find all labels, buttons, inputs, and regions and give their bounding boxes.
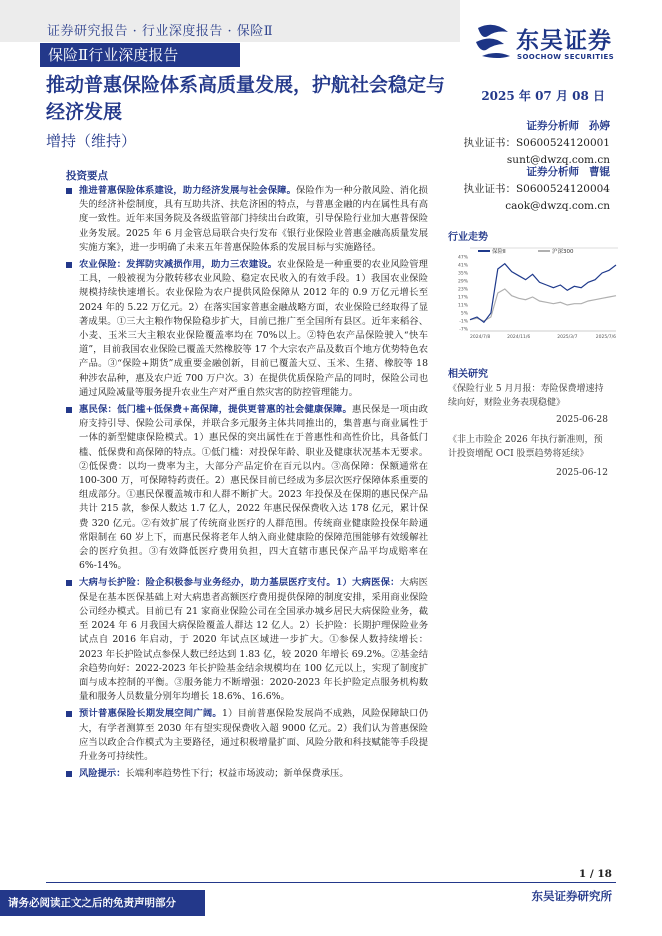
y-tick-label: 29% [457,279,468,285]
analyst-email[interactable]: sunt@dwzq.com.cn [506,154,610,166]
breadcrumb: 证券研究报告 · 行业深度报告 · 保险Ⅱ [47,24,274,39]
analyst-role: 证券分析师 [526,166,579,178]
y-tick-label: -1% [459,319,468,325]
report-date: 2025 年 07 月 08 日 [481,89,605,103]
highlight-paragraph [66,767,428,781]
rating: 增持（维持） [46,132,137,150]
y-tick-label: 47% [457,255,468,261]
y-tick-label: -7% [459,327,468,333]
company-logo [474,22,624,66]
paragraph-text: 农业保险是一种重要的农业风险管理工具，一般被视为分散转移农业风险、稳定农民收入的有效手段。1）我国农业保险规模持续快速增长。农业保险为农户提供风险保障从 2012 年的 0.9 万亿元增长至 2024 年的 5.22 万亿元。2）在落实国家普惠金融战略方面，农业保险已经取得了显著成果。①三大主粮作物保险稳步扩大，目前已推广至全国所有县区。近年来稻谷、小麦、玉米三大主粮农业保险覆盖率均在 70%以上。②特色农产品保险驶入“快车道”，目前我国农业保险已覆盖天然橡胶等 17 个大宗农产品及数百个地方优势特色农产品。③“保险+期货”成重要金融创新，目前已覆盖大豆、玉米、生猪、橡胶等 18 种涉农品种，惠及农户近 700 万户次。3）在提供优质保险产品的同时，保险公司也通过风险减量等服务提升农业生产对严重自然灾害的防控管理能力。 [79,259,428,398]
related-item-date: 2025-06-12 [556,468,608,478]
logo-text-en: SOOCHOW SECURITIES [517,53,615,61]
institute-name: 东吴证券研究所 [531,889,612,903]
related-item-title[interactable]: 《非上市险企 2026 年执行新准则，预计投资增配 OCI 股票趋势将延续》 [448,435,603,459]
soochow-logo-icon [474,22,512,62]
x-tick-label: 2024/7/8 [470,335,491,340]
footer-divider [46,882,616,883]
y-tick-label: 11% [457,303,468,309]
logo-text-cn: 东吴证券 [516,28,612,54]
paragraph-lead: 预计普惠保险长期发展空间广阔。 [79,708,222,720]
highlight-paragraph [66,576,428,704]
paragraph-lead: 风险提示： [79,768,126,780]
analyst-cert: 执业证书：S0600524120001 [463,137,610,149]
analyst-cert: 执业证书：S0600524120004 [463,183,610,195]
bullet-icon [66,771,72,777]
y-tick-label: 17% [457,295,468,301]
y-tick-label: 41% [457,263,468,269]
analyst-name: 曹锟 [589,166,610,178]
paragraph-text: 长端利率趋势性下行；权益市场波动；新单保费承压。 [125,768,349,780]
analyst-1 [450,118,610,169]
investment-highlights [66,184,428,784]
x-tick-label: 2025/7/6 [595,335,616,340]
legend-label-0: 保险Ⅱ [492,249,506,255]
paragraph-lead: 大病与长护险：险企积极参与业务经办，助力基层医疗支付。1）大病医保： [79,577,400,589]
y-tick-label: 23% [457,287,468,293]
page-number: 1 / 18 [578,868,612,880]
paragraph-text: 保险作为一种分散风险、消化损失的经济补偿制度，具有互助共济、扶危济困的特点，与普惠金融的内在属性具有高度一致性。近年来国务院及各级监管部门持续出台政策，引导保险行业加大惠普保险业务发展。2025 年 6 月金管总局联合央行发布《银行业保险业普惠金融高质量发展实施方案》，进一步明确了未来五年普惠保险体系的发展目标与实施路径。 [79,185,428,253]
legend-label-1: 沪深300 [552,249,574,255]
highlight-paragraph [66,707,428,764]
trend-label: 行业走势 [448,232,488,243]
highlight-paragraph [66,184,428,255]
analyst-role: 证券分析师 [526,120,579,132]
x-tick-label: 2024/11/6 [507,335,531,340]
analyst-name: 孙婷 [589,120,610,132]
report-type-tag: 保险Ⅱ行业深度报告 [40,43,240,67]
paragraph-lead: 农业保险：发挥防灾减损作用，助力三农建设。 [79,259,278,271]
analyst-2 [450,164,610,215]
related-item-title[interactable]: 《保险行业 5 月月报：寿险保费增速持续向好，财险业务表现稳健》 [448,384,604,408]
report-title: 推动普惠保险体系高质量发展，护航社会稳定与经济发展 [46,74,446,123]
bullet-icon [66,188,72,194]
bullet-icon [66,711,72,717]
industry-trend-chart [448,243,618,343]
paragraph-lead: 惠民保：低门槛+低保费+高保障，提供更普惠的社会健康保障。 [79,404,353,416]
paragraph-text: 惠民保是一项由政府支持引导、保险公司承保，并联合多元服务主体共同推出的，集普惠与商业属性于一体的新型健康保险模式。1）惠民保的突出属性在于普惠性和高性价比，具备低门槛、低保费和高保障的特点。①低门槛：对投保年龄、职业及健康状况基本无要求。②低保费：以均一费率为主，大部分产品定价在百元以内。③高保障：保额通常在 100-300 万，可保障特药责任。2）惠民保目前已经成为多层次医疗保障体系重要的组成部分。①惠民保覆盖城市和人群不断扩大。2023 年投保及在保期的惠民保产品共计 215 款，参保人数达 1.7 亿人，2022 年惠民保保费收入达 178 亿元，累计保费 320 亿元。②有效扩展了传统商业医疗的人群范围。传统商业健康险投保年龄通常限制在 60 岁上下，而惠民保将老年人纳入商业健康险的保障范围能够有效缓解社会的医疗负担。③有效降低医疗费用负担，四大直辖市惠民保产品平均成赔率在 6%-14%。 [79,404,428,572]
bullet-icon [66,262,72,268]
disclaimer-band [0,890,205,916]
paragraph-text: 1）目前普惠保险发展尚不成熟，风险保障缺口仍大，有学者测算至 2030 年有望实现保费收入超 9000 亿元。2）我们认为普惠保险应当以政企合作模式为主要路径，通过积极增量扩面、风险分散和科技赋能等手段提升业务可持续性。 [79,708,428,762]
bullet-icon [66,407,72,413]
analyst-email[interactable]: caok@dwzq.com.cn [505,200,610,212]
highlight-paragraph [66,258,428,400]
bullet-icon [66,580,72,586]
x-tick-label: 2025/3/7 [557,335,578,340]
disclaimer-text: 请务必阅读正文之后的免责声明部分 [8,897,176,909]
section-heading: 投资要点 [66,170,108,182]
related-item-date: 2025-06-28 [556,415,608,425]
y-tick-label: 5% [460,311,468,317]
paragraph-text: 大病医保是在基本医保基础上对大病患者高额医疗费用提供保障的制度安排，采用商业保险公司经办模式。目前已有 21 家商业保险公司在全国承办城乡居民大病保险业务，截至 2024 年 6 月我国大病保险覆盖人群达 12 亿人。2）长护险：长期护理保险业务试点自 2016 年启动，于 2020 年试点区域进一步扩大。①参保人数持续增长：2023 年长护险试点参保人数已经达到 1.83 亿，较 2020 年增长 69.2%。②基金结余趋势向好：2022-2023 年长护险基金结余规模均在 100 亿元以上，实现了制度扩面与成本控制的平衡。③服务能力不断增强：2020-2023 年长护险定点服务机构数量和服务人员数量分别年均增长 18.6%、16.6%。 [79,577,428,703]
related-research-label: 相关研究 [448,369,488,380]
y-tick-label: 35% [457,271,468,277]
paragraph-lead: 推进普惠保险体系建设，助力经济发展与社会保障。 [79,185,297,196]
highlight-paragraph [66,403,428,573]
